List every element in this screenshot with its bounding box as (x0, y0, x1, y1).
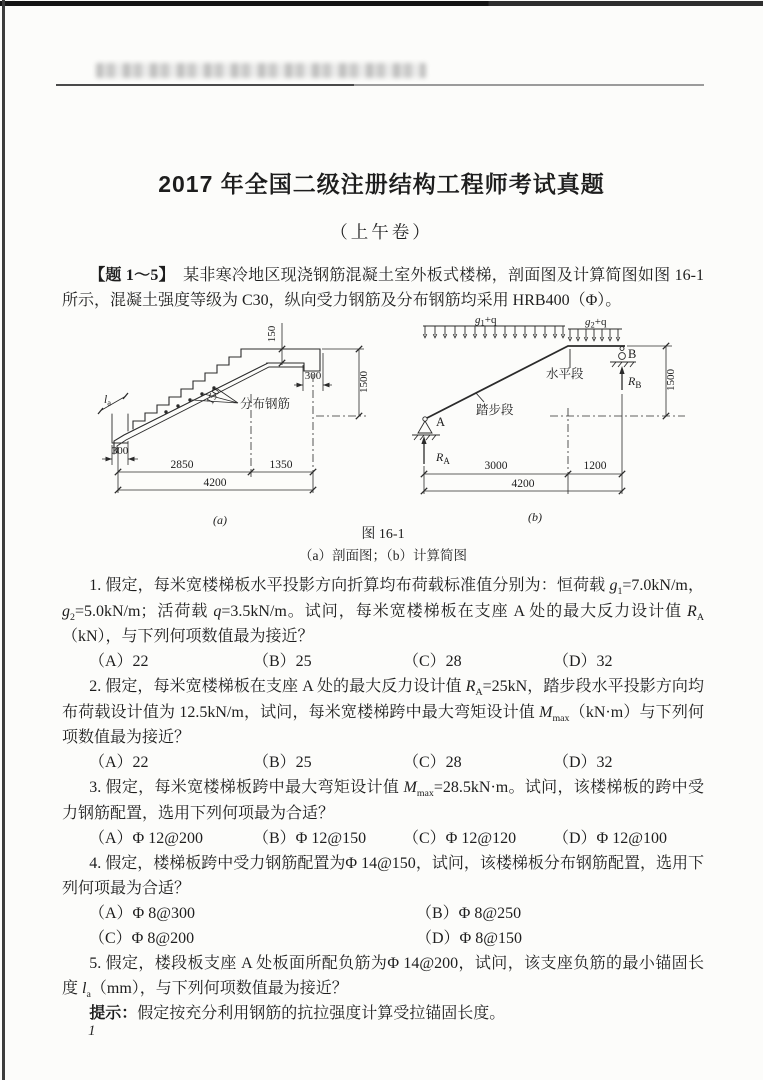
question-4-number: 4. (89, 854, 106, 872)
hint-text: 假定按充分利用钢筋的抗拉强度计算受拉锚固长度。 (137, 1005, 506, 1023)
subfigure-a-tag: (a) (213, 512, 227, 527)
question-2-number: 2. (89, 678, 106, 696)
dimension-ticks (421, 343, 669, 494)
scan-left-edge (2, 0, 5, 1080)
question-2-option-d: （D）32 (553, 754, 613, 772)
load1-arrow-shafts (425, 326, 563, 335)
dim-300-top-label: 300 (304, 369, 322, 382)
question-2-option-c: （C）28 (403, 754, 462, 772)
page-subtitle: （上午卷） (330, 222, 433, 242)
figure-16-1 (62, 316, 704, 574)
hint-label: 提示： (89, 1005, 138, 1023)
question-3-body: 假定，每米宽楼梯板跨中最大弯矩设计值 $M_{max}=28.5kN\cdot m$。试问，该楼梯板的跨中受力钢筋配置，选用下列何项最为合适？ (62, 779, 704, 822)
la-subscript: a (107, 397, 111, 408)
load1-arrow-heads (423, 334, 565, 338)
dim-3000-label: 3000 (484, 459, 508, 472)
dim-150-top-label: 150 (266, 325, 278, 343)
g1-subscript: 1 (480, 317, 485, 328)
question-3-text (62, 776, 704, 827)
rebar-dot (188, 398, 191, 401)
question-4-options (62, 902, 704, 952)
reaction-b-label (627, 374, 641, 390)
rb-subscript: B (635, 379, 642, 390)
subfigure-b-tag: (b) (528, 509, 542, 524)
horizontal-segment-label: 水平段 (546, 366, 584, 381)
intro-paragraph (62, 264, 704, 314)
dim-2850-label: 2850 (170, 458, 194, 471)
page-number: 1 (88, 1023, 96, 1039)
question-2-body: 假定，每米宽楼梯板在支座 A 处的最大反力设计值 $R_A=25kN$，踏步段水平投影方向均布荷载设计值为 12.5kN/m，试问，每米宽楼梯跨中最大弯矩设计值 $M_{max}(kN\cdot m)$与下列何项数值最为接近？ (62, 678, 704, 747)
arrowhead (128, 457, 135, 462)
intro-label: 【题 1～5】 (89, 267, 167, 284)
question-3-number: 3. (89, 779, 106, 797)
question-1-number: 1. (89, 576, 106, 594)
question-5-number: 5. (89, 954, 106, 972)
structural-member (425, 346, 625, 419)
figure-subcaption: （a）剖面图；（b）计算简图 (299, 547, 467, 563)
dimension-construction (98, 323, 366, 493)
reaction-a-label (435, 450, 450, 466)
question-3-options (62, 827, 704, 852)
rb-symbol: R (628, 373, 636, 388)
step-segment-label: 踏步段 (476, 402, 514, 417)
dim-1500-label: 1500 (358, 370, 370, 393)
scan-top-edge (0, 1, 763, 6)
loads-and-supports (412, 326, 636, 440)
g2-symbol: g (585, 315, 591, 328)
question-1-option-a: （A）22 (89, 653, 149, 671)
arrowhead (106, 457, 113, 462)
question-4-option-b: （B）Φ 8@250 (416, 904, 522, 922)
arrowhead (297, 383, 304, 388)
member-line (425, 346, 625, 419)
question-2-options (62, 751, 704, 776)
page-body (62, 264, 704, 1027)
center-lines (251, 374, 366, 475)
roller-support-b (610, 362, 636, 367)
question-5-text (62, 952, 704, 1003)
intro-text: 某非寒冷地区现浇钢筋混凝土室外板式楼梯，剖面图及计算简图如图 16-1所示，混凝土强度等级为 C30，纵向受力钢筋及分布钢筋均采用 HRB400（Φ）。 (62, 267, 704, 309)
question-1-option-b: （B）25 (253, 653, 312, 671)
dim-150-slab-label: 150 (204, 386, 223, 407)
rebar-dot (164, 410, 167, 413)
blurred-header-text (96, 63, 426, 78)
question-2-text (62, 675, 704, 751)
la-symbol: l (104, 393, 108, 406)
g2-rest: +q (594, 315, 607, 328)
question-3-option-a: （A）Φ 12@200 (89, 829, 203, 847)
header-rule (56, 84, 704, 86)
question-4-text (62, 852, 704, 902)
anchorage-length-label (104, 394, 111, 408)
extension-lines (100, 323, 364, 493)
node-a-circle (423, 417, 427, 421)
g1-symbol: g (475, 315, 481, 326)
support-a-label: A (436, 414, 446, 429)
node-b-circle (620, 346, 624, 350)
distribution-rebar-label: 分布钢筋 (240, 396, 291, 411)
question-3-option-c: （C）Φ 12@120 (403, 829, 517, 847)
question-5-hint (62, 1002, 704, 1027)
g1-rest: +q (484, 315, 497, 326)
dimension-construction (421, 343, 685, 494)
arrowhead (619, 366, 624, 374)
left-support-lines (112, 414, 128, 443)
dim-4200-label: 4200 (203, 476, 227, 489)
dim-1500-label: 1500 (665, 368, 677, 391)
question-3-option-d: （D）Φ 12@100 (553, 829, 667, 847)
load2-arrow-shafts (570, 329, 618, 338)
question-1-option-c: （C）28 (403, 653, 462, 671)
ra-symbol: R (436, 449, 444, 464)
load1-label (475, 316, 497, 328)
support-b-label: B (628, 346, 637, 361)
dim-300-bottom-label: 300 (111, 444, 129, 457)
figure-caption: 图 16-1 (361, 526, 405, 542)
page-title: 2017 年全国二级注册结构工程师考试真题 (158, 171, 605, 197)
section-view-diagram (70, 319, 410, 527)
reaction-shafts (424, 372, 622, 464)
g2-subscript: 2 (590, 319, 595, 330)
question-3-option-b: （B）Φ 12@150 (253, 829, 367, 847)
rebar-dot (200, 392, 203, 395)
question-2-option-a: （A）22 (89, 754, 149, 772)
question-1-option-d: （D）32 (553, 653, 613, 671)
question-4-body: 假定，楼梯板跨中受力钢筋配置为Φ 14@150，试问，该楼梯板分布钢筋配置，选用下列何项最为合适？ (62, 854, 704, 897)
dimension-ticks (98, 346, 362, 493)
question-4-option-c: （C）Φ 8@200 (89, 929, 195, 947)
arrowhead (323, 383, 330, 388)
question-4-option-d: （D）Φ 8@150 (416, 929, 522, 947)
question-1-text (62, 574, 704, 650)
reaction-arrows (424, 372, 622, 464)
question-5-body: 假定，楼段板支座 A 处板面所配负筋为Φ 14@200，试问，该支座负筋的最小锚固长度 $l_a(mm)$，与下列何项数值最为接近？ (62, 954, 705, 1000)
question-2-option-b: （B）25 (253, 754, 312, 772)
dim-1350-label: 1350 (269, 458, 293, 471)
calculation-model-diagram (400, 316, 695, 524)
question-4-option-a: （A）Φ 8@300 (89, 904, 195, 922)
dim-4200-label: 4200 (511, 477, 535, 490)
question-1-options (62, 650, 704, 675)
rebar-dot (176, 404, 179, 407)
ra-subscript: A (443, 455, 450, 466)
center-lines (550, 408, 685, 478)
question-1-body: 假定，每米宽楼梯板水平投影方向折算均布荷载标准值分别为：恒荷载 $g_1=7.0kN/m$，$g_2=5.0kN/m$；活荷载 q=3.5kN/m。试问，每米宽楼梯板在支座 A 处的最大反力设计值 $R_A(kN)$，与下列何项数值最为接近？ (62, 576, 704, 646)
load2-label (585, 316, 607, 330)
roller-circle (619, 353, 626, 360)
dim-1200-label: 1200 (583, 459, 607, 472)
